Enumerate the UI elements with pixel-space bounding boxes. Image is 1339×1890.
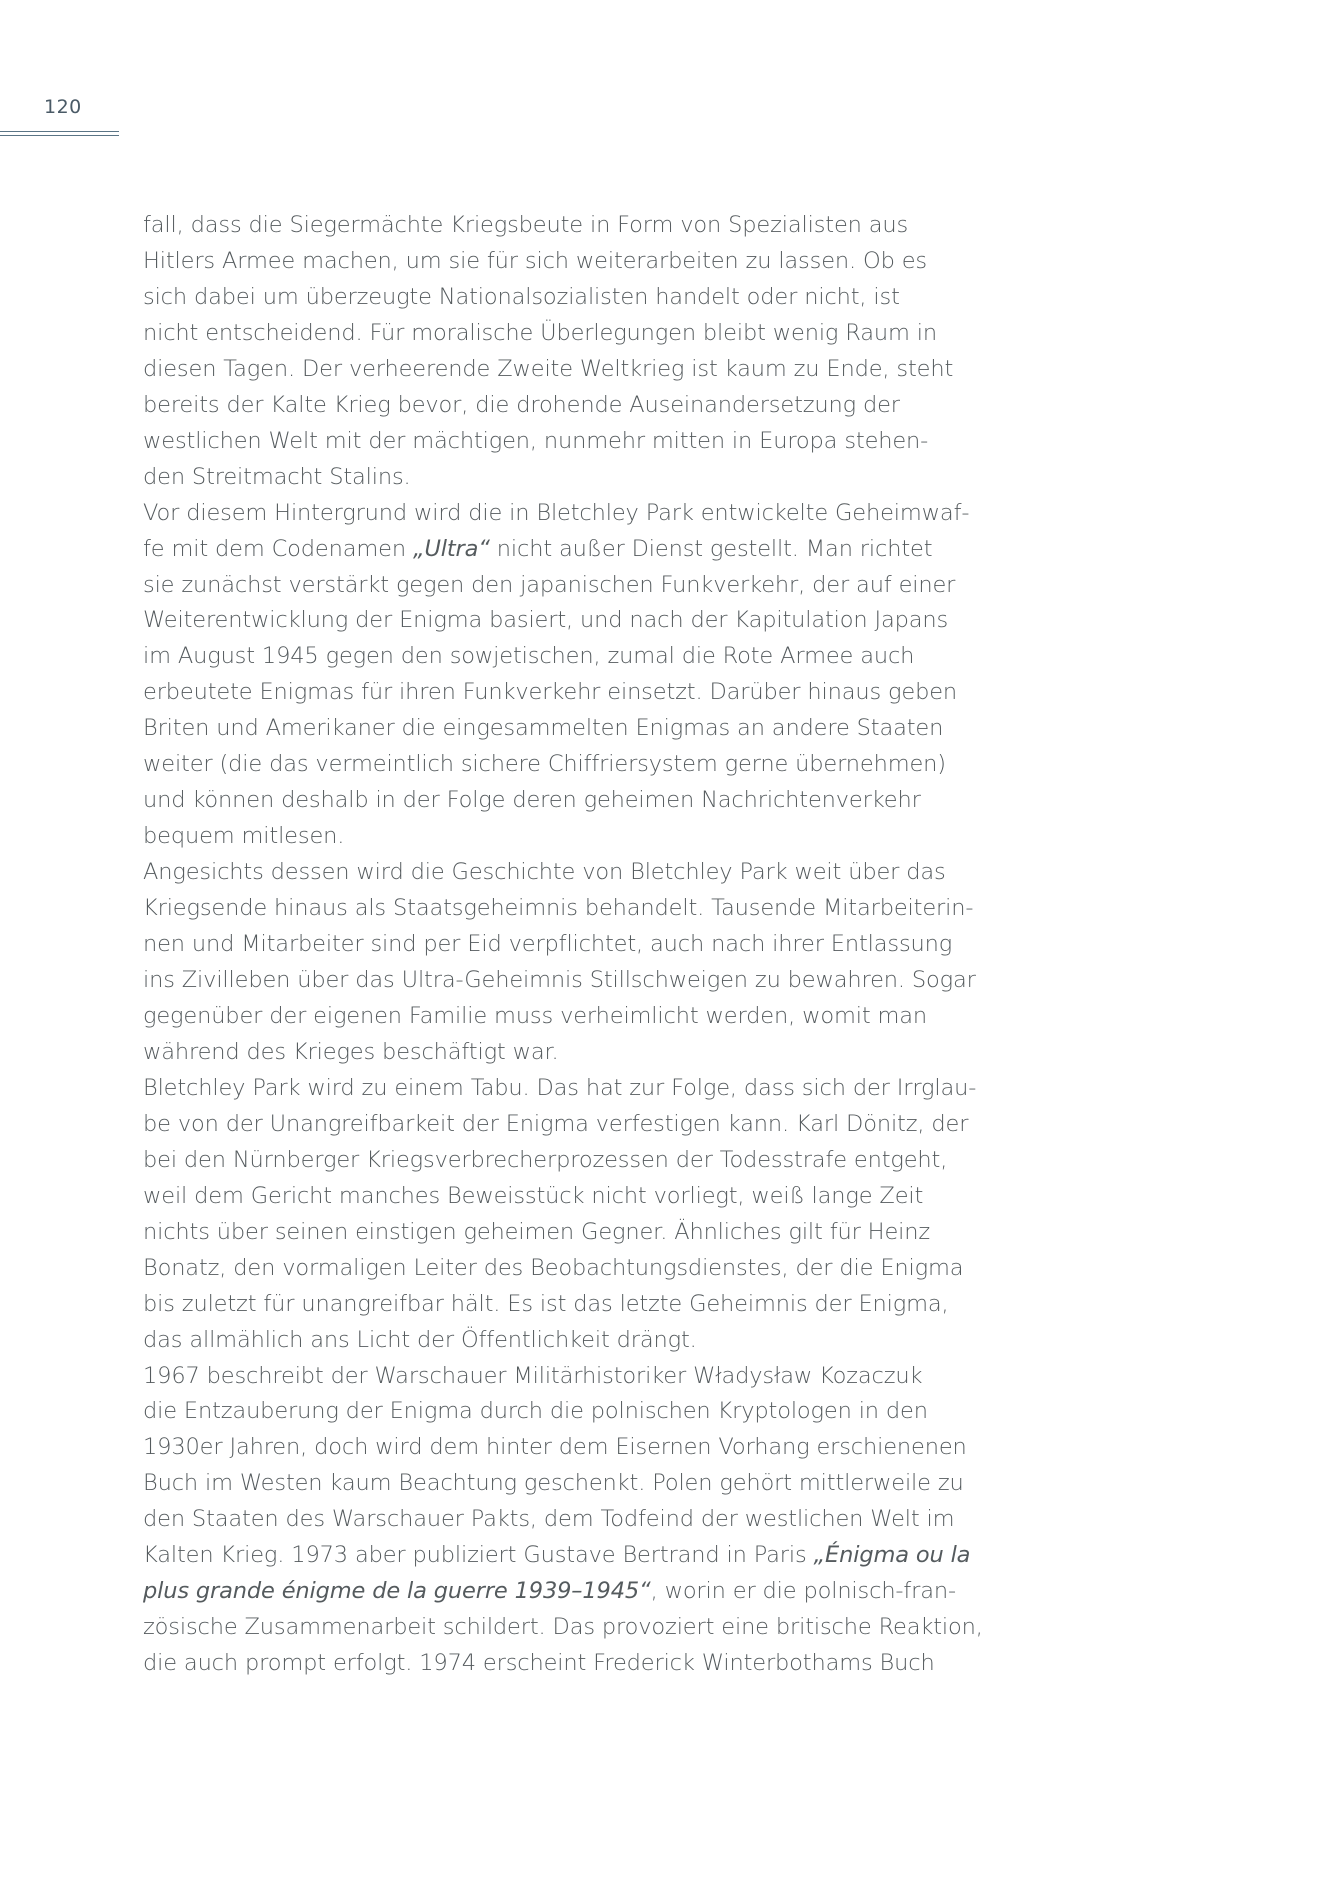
page-number: 120: [44, 96, 82, 118]
text-fragment: , worin er die polnisch-fran-: [650, 1578, 956, 1605]
text-line: die auch prompt erfolgt. 1974 erscheint Frederick Winterbothams Buch: [143, 1650, 935, 1677]
text-line: diesen Tagen. Der verheerende Zweite Weltkrieg ist kaum zu Ende, steht: [143, 355, 954, 382]
text-line: Buch im Westen kaum Beachtung geschenkt. Polen gehört mittlerweile zu: [143, 1470, 964, 1497]
text-line: Briten und Amerikaner die eingesammelten Enigmas an andere Staaten: [143, 715, 944, 742]
text-fragment: Kalten Krieg. 1973 aber publiziert Gustave Bertrand in Paris: [143, 1542, 814, 1569]
text-fragment: nicht außer Dienst gestellt. Man richtet: [489, 535, 933, 562]
text-line: Hitlers Armee machen, um sie für sich weiterarbeiten zu lassen. Ob es: [143, 247, 927, 274]
text-line: während des Krieges beschäftigt war.: [143, 1038, 559, 1065]
text-line: Angesichts dessen wird die Geschichte von Bletchley Park weit über das: [143, 859, 946, 886]
text-line: im August 1945 gegen den sowjetischen, zumal die Rote Armee auch: [143, 643, 915, 670]
text-line: Vor diesem Hintergrund wird die in Bletchley Park entwickelte Geheimwaf-: [143, 499, 970, 526]
text-line: nen und Mitarbeiter sind per Eid verpflichtet, auch nach ihrer Entlassung: [143, 931, 953, 958]
text-line: weiter (die das vermeintlich sichere Chiffriersystem gerne übernehmen): [143, 751, 946, 778]
text-line: gegenüber der eigenen Familie muss verheimlicht werden, womit man: [143, 1002, 928, 1029]
text-line: bequem mitlesen.: [143, 823, 345, 850]
text-line: den Staaten des Warschauer Pakts, dem Todfeind der westlichen Welt im: [143, 1506, 955, 1533]
text-line: Bonatz, den vormaligen Leiter des Beobachtungsdienstes, der die Enigma: [143, 1254, 964, 1281]
italic-title: „Ultra“: [412, 535, 490, 562]
text-line: 1967 beschreibt der Warschauer Militärhistoriker Władysław Kozaczuk: [143, 1362, 923, 1389]
text-line: Weiterentwicklung der Enigma basiert, und nach der Kapitulation Japans: [143, 607, 949, 634]
header-double-rule: [0, 131, 119, 136]
text-line: be von der Unangreifbarkeit der Enigma verfestigen kann. Karl Dönitz, der: [143, 1110, 969, 1137]
italic-title: „Énigma ou la: [813, 1542, 971, 1569]
text-line: Kriegsende hinaus als Staatsgeheimnis behandelt. Tausende Mitarbeiterin-: [143, 895, 974, 922]
text-line: und können deshalb in der Folge deren geheimen Nachrichtenverkehr: [143, 787, 921, 814]
text-line: nichts über seinen einstigen geheimen Gegner. Ähnliches gilt für Heinz: [143, 1218, 931, 1245]
text-line: 1930er Jahren, doch wird dem hinter dem Eisernen Vorhang erschienenen: [143, 1434, 967, 1461]
text-line: Bletchley Park wird zu einem Tabu. Das hat zur Folge, dass sich der Irrglau-: [143, 1074, 977, 1101]
text-line: [143, 1538, 1043, 1574]
text-line: sich dabei um überzeugte Nationalsozialisten handelt oder nicht, ist: [143, 283, 900, 310]
text-line: [143, 532, 1043, 568]
text-line: bis zuletzt für unangreifbar hält. Es ist das letzte Geheimnis der Enigma,: [143, 1290, 949, 1317]
text-line: zösische Zusammenarbeit schildert. Das provoziert eine britische Reaktion,: [143, 1614, 983, 1641]
italic-title: plus grande énigme de la guerre 1939–1945“: [143, 1578, 651, 1605]
text-line: westlichen Welt mit der mächtigen, nunmehr mitten in Europa stehen-: [143, 427, 929, 454]
text-line: sie zunächst verstärkt gegen den japanischen Funkverkehr, der auf einer: [143, 571, 956, 598]
text-line: ins Zivilleben über das Ultra-Geheimnis Stillschweigen zu bewahren. Sogar: [143, 967, 976, 994]
text-line: weil dem Gericht manches Beweisstück nicht vorliegt, weiß lange Zeit: [143, 1182, 924, 1209]
text-fragment: fe mit dem Codenamen: [143, 535, 413, 562]
text-line: das allmählich ans Licht der Öffentlichkeit drängt.: [143, 1326, 697, 1353]
text-line: [143, 1574, 1043, 1610]
text-line: den Streitmacht Stalins.: [143, 463, 411, 490]
text-line: die Entzauberung der Enigma durch die polnischen Kryptologen in den: [143, 1398, 928, 1425]
body-text: [143, 208, 1043, 1682]
text-line: bei den Nürnberger Kriegsverbrecherprozessen der Todesstrafe entgeht,: [143, 1146, 948, 1173]
text-line: erbeutete Enigmas für ihren Funkverkehr einsetzt. Darüber hinaus geben: [143, 679, 958, 706]
text-line: bereits der Kalte Krieg bevor, die drohende Auseinandersetzung der: [143, 391, 900, 418]
text-line: fall, dass die Siegermächte Kriegsbeute in Form von Spezialisten aus: [143, 212, 909, 238]
text-line: nicht entscheidend. Für moralische Überlegungen bleibt wenig Raum in: [143, 319, 937, 346]
